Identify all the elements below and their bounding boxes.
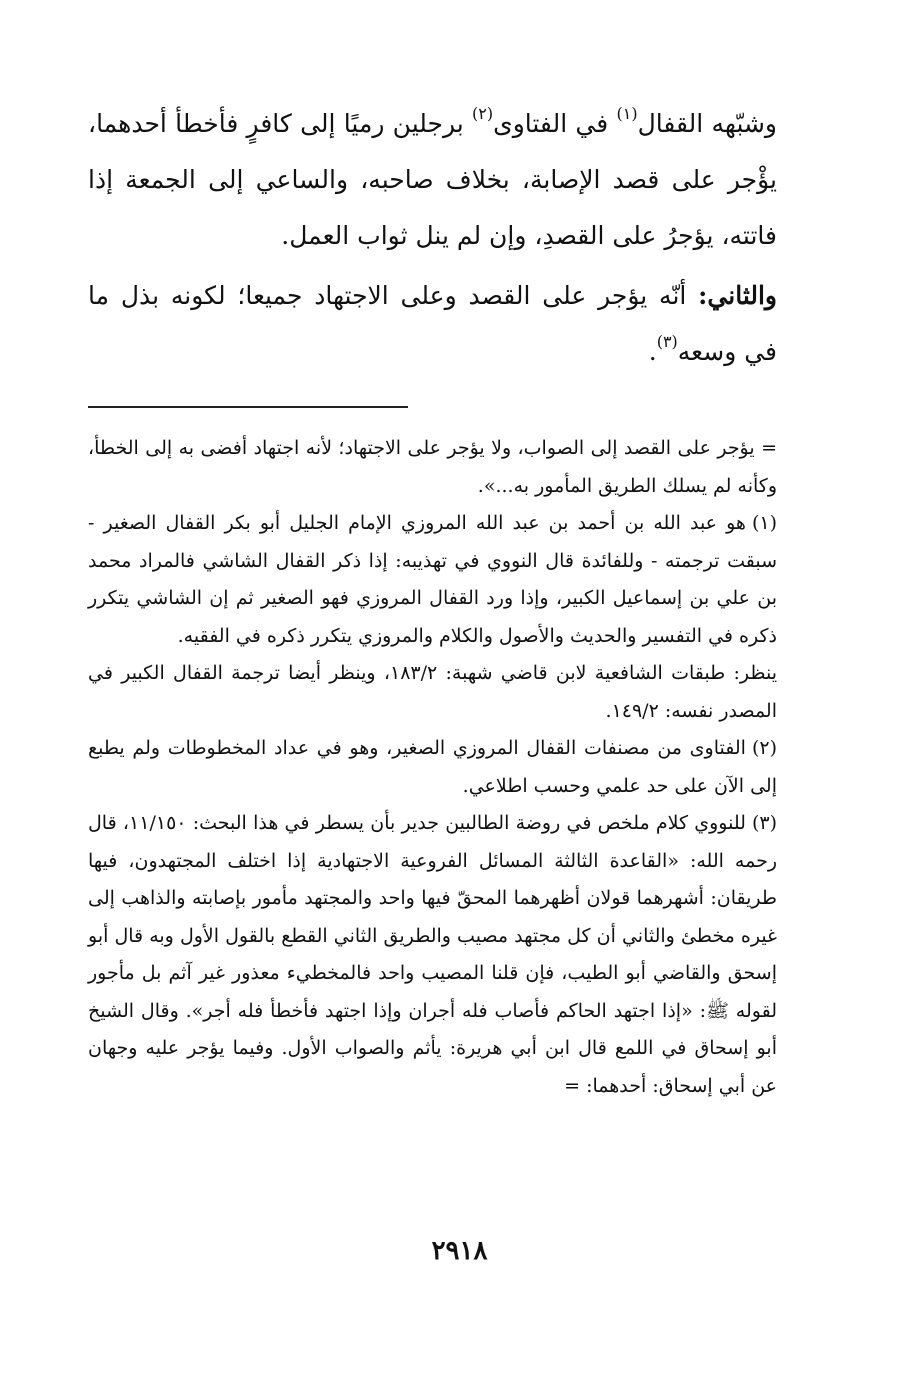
footnote-separator [88,406,408,408]
paragraph-1-part-1: وشبّهه القفال [637,109,778,138]
footnote-2-text: الفتاوى من مصنفات القفال المروزي الصغير، وهو في عداد المخطوطات ولم يطبع إلى الآن على حد علمي وحسب اطلاعي. [88,737,777,797]
footnote-ref-2: (٢) [472,104,494,123]
footnote-2 [88,730,777,805]
main-paragraph-1 [88,96,777,264]
main-paragraph-2 [88,268,777,380]
paragraph-2-end: . [648,337,657,366]
footnote-1 [88,505,777,655]
footnote-1-text: هو عبد الله بن أحمد بن عبد الله المروزي الإمام الجليل أبو بكر القفال الصغير - سبقت ترجمته - وللفائدة قال النووي في تهذيبه: إذا ذكر القفال الشاشي فالمراد محمد بن علي بن إسماعيل الكبير، وإذا ورد القفال المروزي فهو الصغير ثم إن الشاشي يتكرر ذكره في التفسير والحديث والأصول والكلام والمروزي يتكرر ذكره في الفقيه. [88,512,777,647]
footnote-3-number: (٣) [751,812,777,834]
footnote-2-number: (٢) [751,737,777,759]
paragraph-1-part-2: في الفتاوى [493,109,617,138]
paragraph-2-part-1: أنّه يؤجر على القصد وعلى الاجتهاد جميعا؛ لكونه بذل ما في وسعه [88,281,777,366]
page-number: ٢٩١٨ [431,1236,488,1266]
footnote-ref-1: (١) [616,104,638,123]
main-text [88,96,777,380]
footnote-1-number: (١) [751,512,777,534]
footnote-3-text: للنووي كلام ملخص في روضة الطالبين جدير بأن يسطر في هذا البحث: ١١/١٥٠، قال رحمه الله: «القاعدة الثالثة المسائل الفروعية الاجتهادية إذا اختلف المجتهدون، فيها طريقان: أشهرهما قولان أظهرهما المحقّ فيها واحد والمجتهد مأمور بإصابته والذاهب إلى غيره مخطئ والثاني أن كل مجتهد مصيب والطريق الثاني القطع بالقول الأول وبه قال أبو إسحق والقاضي أبو الطيب، فإن قلنا المصيب واحد فالمخطيء معذور غير آثم بل مأجور لقوله ﷺ: «إذا اجتهد الحاكم فأصاب فله أجران وإذا اجتهد فأخطأ فله أجر». وقال الشيخ أبو إسحاق في اللمع قال ابن أبي هريرة: يأثم والصواب الأول. وفيما يؤجر عليه وجهان عن أبي إسحاق: أحدهما: = [88,812,777,1097]
footnotes-section [88,430,777,1105]
paragraph-2-lead: والثاني: [698,281,777,310]
paragraph-1-part-3: برجلين رميًا إلى كافرٍ فأخطأ أحدهما، يؤْجر على قصد الإصابة، بخلاف صاحبه، والساعي إلى الجمعة إذا فاتته، يؤجرُ على القصدِ، وإن لم ينل ثواب العمل. [88,109,777,250]
footnote-3 [88,805,777,1105]
footnote-1-reference: ينظر: طبقات الشافعية لابن قاضي شهبة: ١٨٣/٢، وينظر أيضا ترجمة القفال الكبير في المصدر نفسه: ١٤٩/٢. [88,662,777,722]
footnote-ref-3: (٣) [656,332,678,351]
footnote-continuation: = يؤجر على القصد إلى الصواب، ولا يؤجر على الاجتهاد؛ لأنه اجتهاد أفضى به إلى الخطأ، وكأنه لم يسلك الطريق المأمور به...». [88,437,777,497]
